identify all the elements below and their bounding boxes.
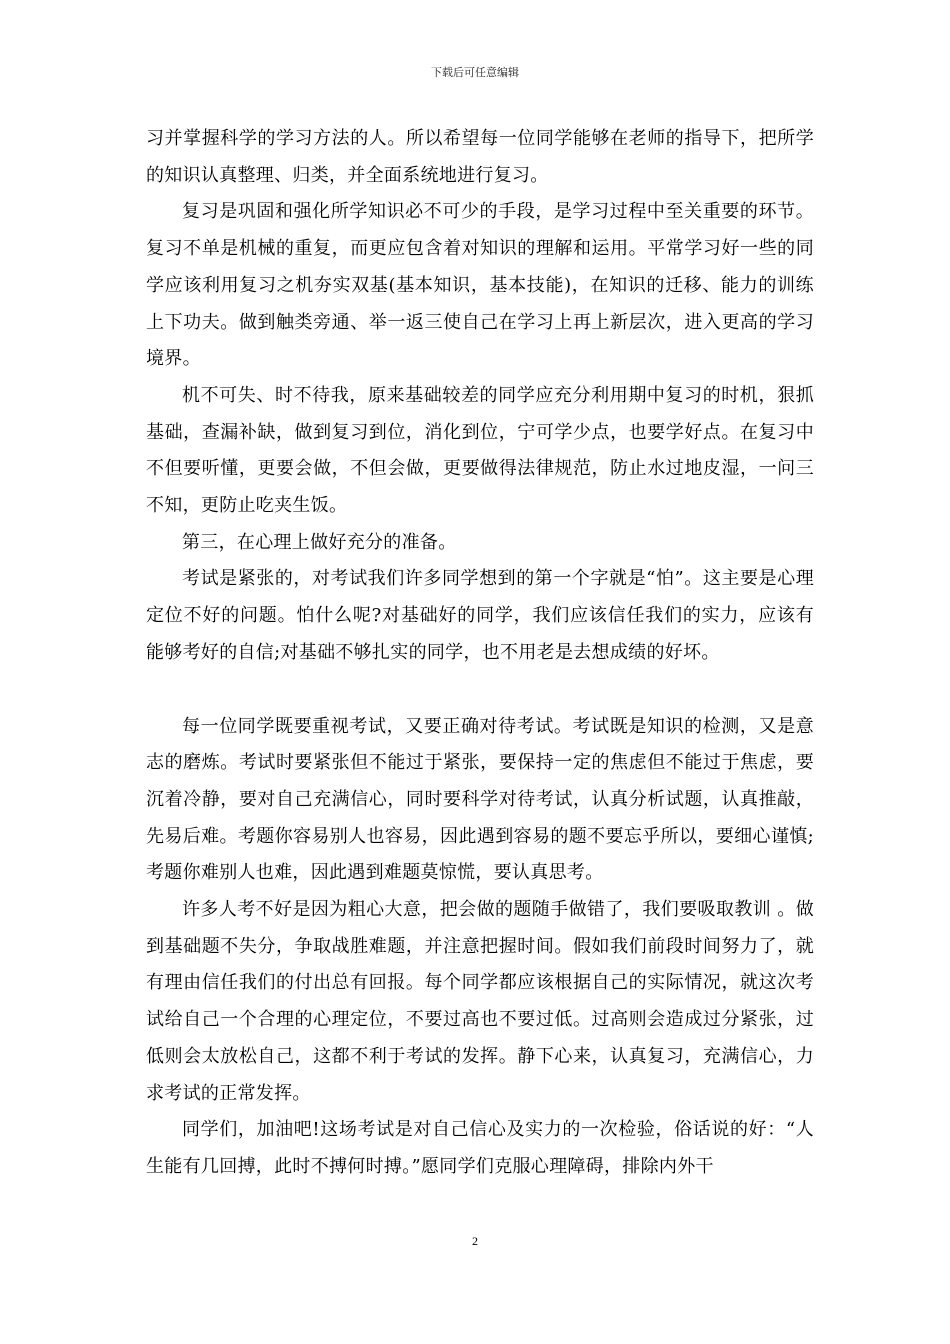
page-header: 下载后可任意编辑 bbox=[431, 66, 519, 79]
paragraph-encouragement: 同学们，加油吧!这场考试是对自己信心及实力的一次检验，俗话说的好：“人生能有几回搏，此时不搏何时搏。”愿同学们克服心理障碍，排除内外干 bbox=[146, 1119, 814, 1177]
paragraph-review-importance: 复习是巩固和强化所学知识必不可少的手段，是学习过程中至关重要的环节。复习不单是机械的重复，而更应包含着对知识的理解和运用。平常学习好一些的同学应该利用复习之机夯实双基(基本知识，基本技能)，在知识的迁移、能力的训练上下功夫。做到触类旁通、举一返三使自己在学习上再上新层次，进入更高的学习境界。 bbox=[146, 201, 814, 370]
document-body bbox=[146, 121, 814, 1186]
paragraph-exam-nervousness: 考试是紧张的，对考试我们许多同学想到的第一个字就是“怕”。这主要是心理定位不好的问题。怕什么呢?对基础好的同学，我们应该信任我们的实力，应该有能够考好的自信;对基础不够扎实的同学，也不用老是去想成绩的好坏。 bbox=[146, 568, 814, 663]
paragraph-carelessness: 许多人考不好是因为粗心大意，把会做的题随手做错了，我们要吸取教训 。做到基础题不失分，争取战胜难题，并注意把握时间。假如我们前段时间努力了，就有理由信任我们的付出总有回报。每个同学都应该根据自己的实际情况，就这次考试给自己一个合理的心理定位，不要过高也不要过低。过高则会造成过分紧张，过低则会太放松自己，这都不利于考试的发挥。静下心来，认真复习，充满信心，力求考试的正常发挥。 bbox=[146, 899, 814, 1104]
paragraph-exam-attitude: 每一位同学既要重视考试，又要正确对待考试。考试既是知识的检测，又是意志的磨炼。考试时要紧张但不能过于紧张，要保持一定的焦虑但不能过于焦虑，要沉着冷静，要对自己充满信心，同时要科学对待考试，认真分析试题，认真推敲，先易后难。考题你容易别人也容易，因此遇到容易的题不要忘乎所以，要细心谨慎;考题你难别人也难，因此遇到难题莫惊慌，要认真思考。 bbox=[146, 715, 814, 884]
paragraph-section-heading-third: 第三，在心理上做好充分的准备。 bbox=[182, 531, 457, 553]
paragraph-gap bbox=[146, 672, 814, 709]
paragraph-continuation: 习并掌握科学的学习方法的人。所以希望每一位同学能够在老师的指导下，把所学的知识认真整理、归类，并全面系统地进行复习。 bbox=[146, 128, 814, 186]
page-number: 2 bbox=[472, 1234, 478, 1248]
paragraph-seize-opportunity: 机不可失、时不待我，原来基础较差的同学应充分利用期中复习的时机，狠抓基础，查漏补缺，做到复习到位，消化到位，宁可学少点，也要学好点。在复习中不但要听懂，更要会做，不但会做，更要做得法律规范，防止水过地皮湿，一问三不知，更防止吃夹生饭。 bbox=[146, 384, 814, 517]
